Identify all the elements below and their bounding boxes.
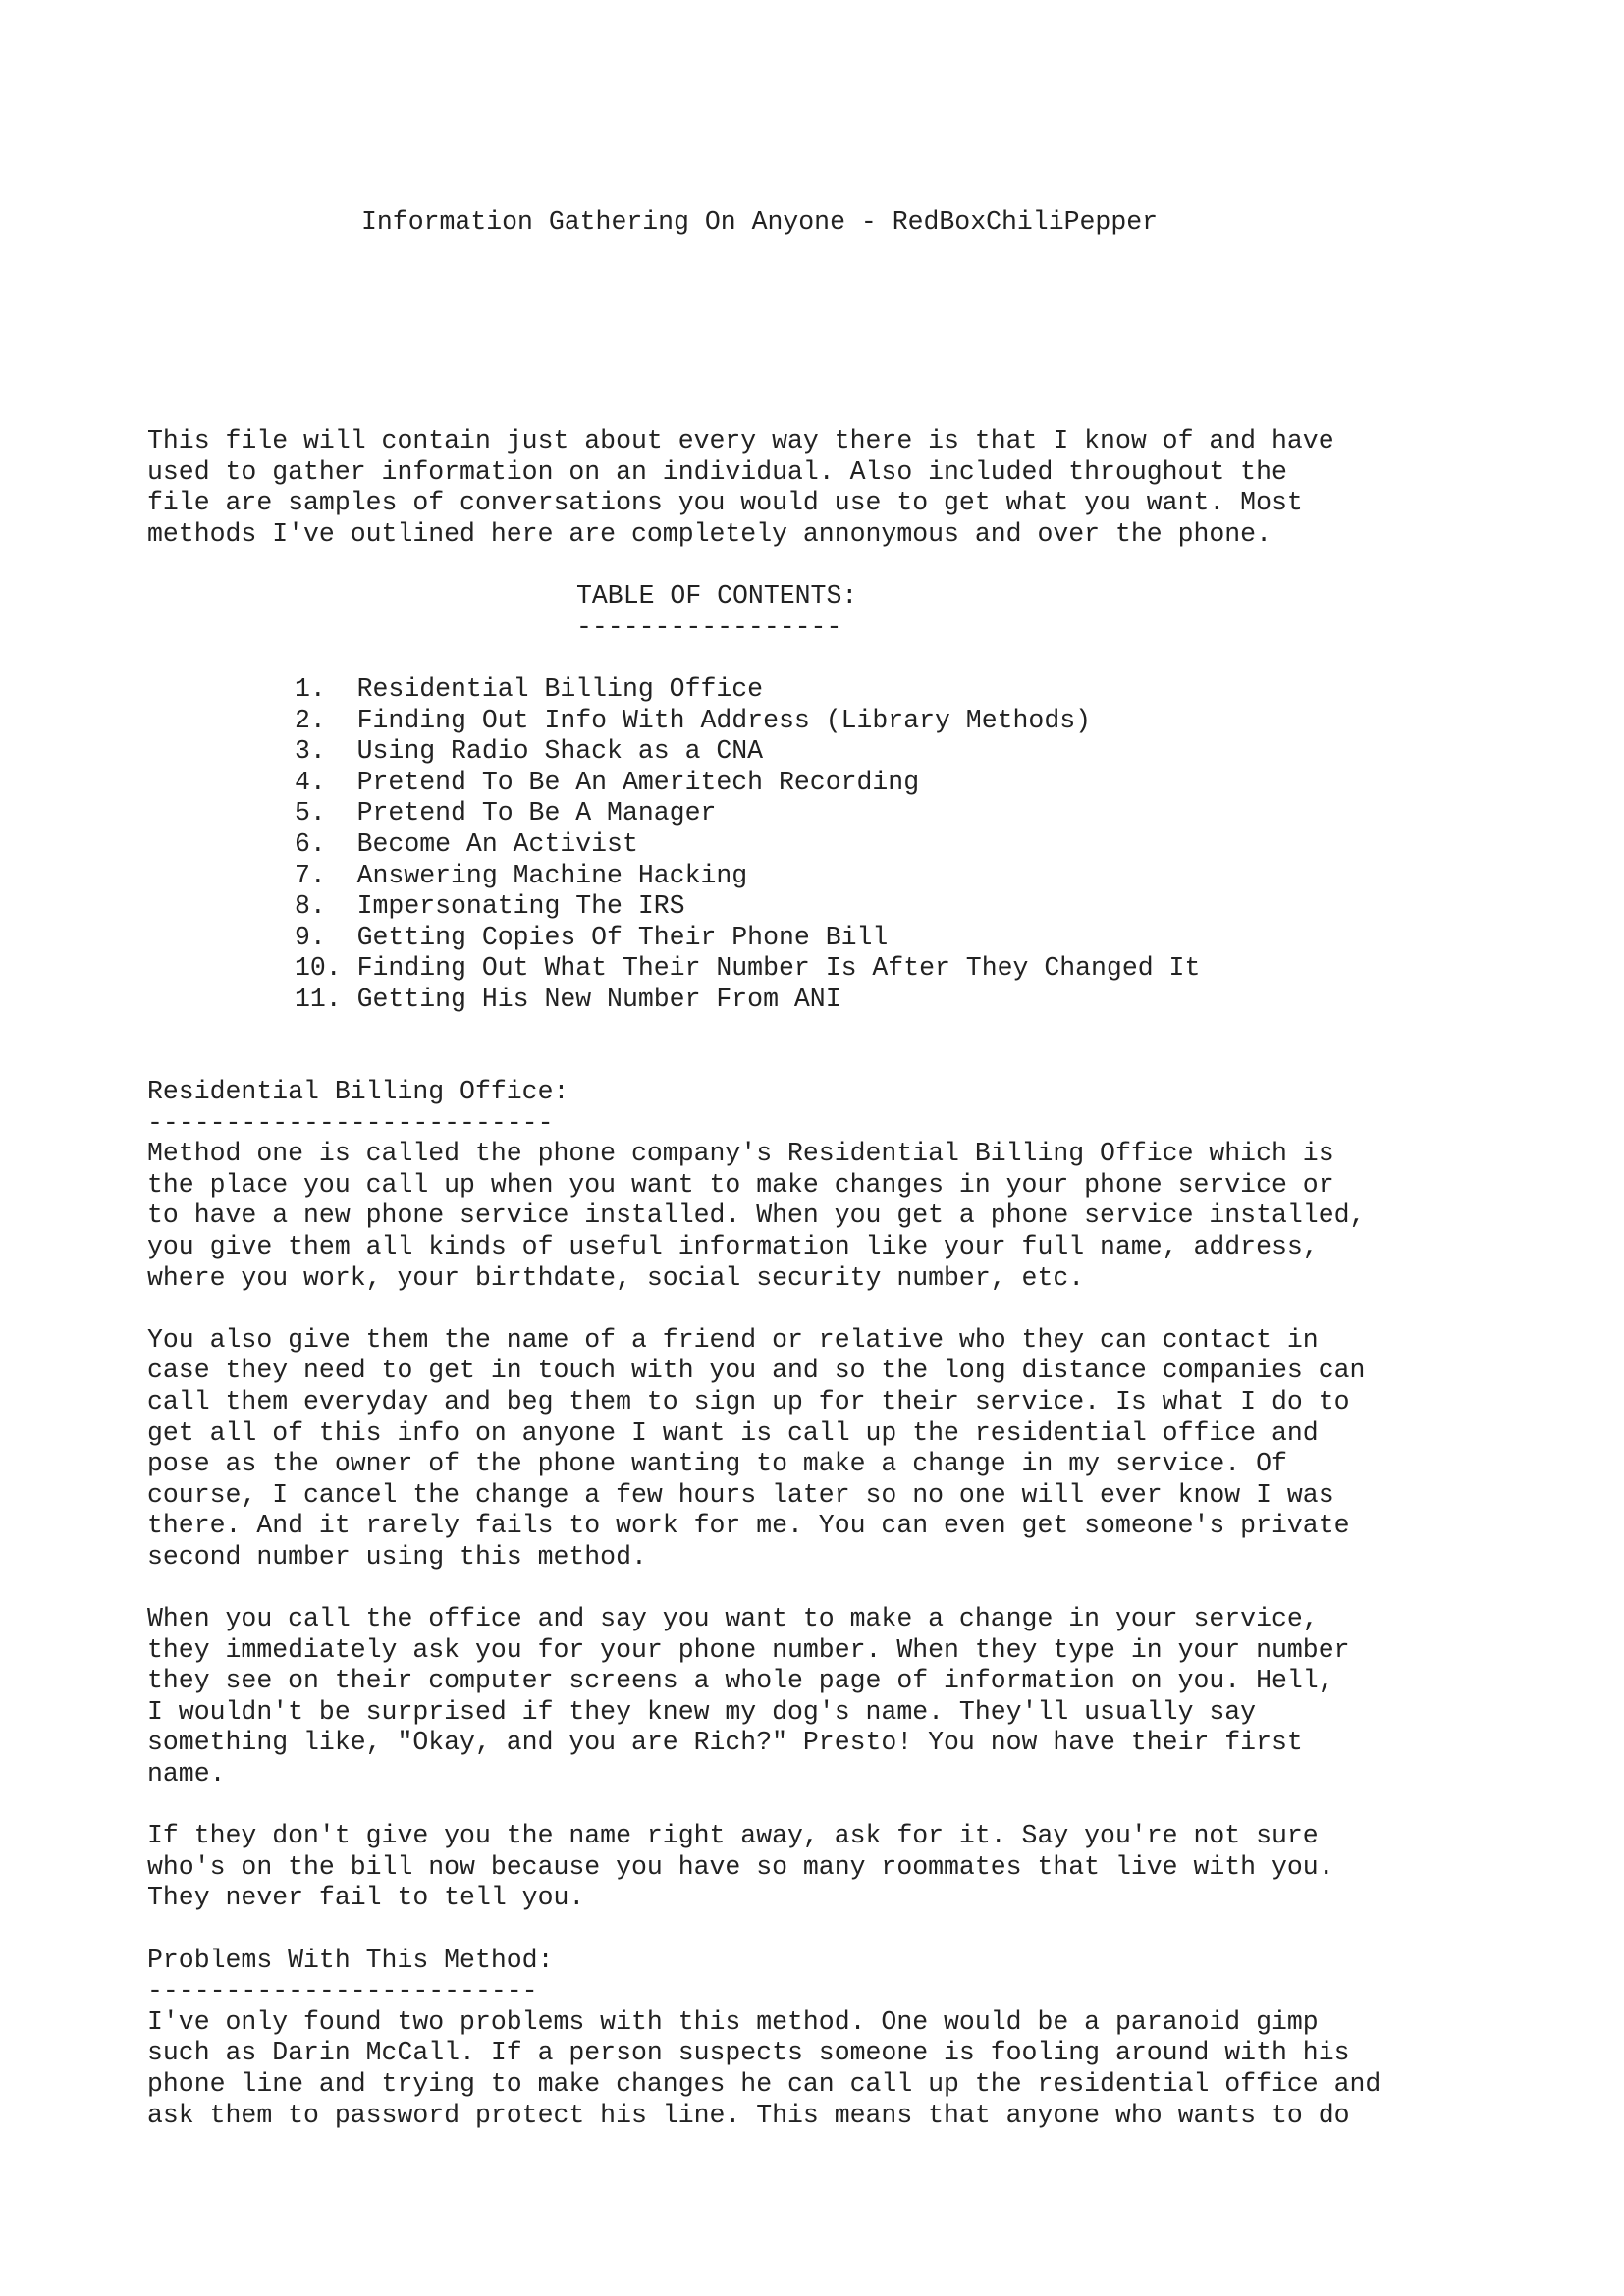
paragraph-line: there. And it rarely fails to work for me. You can even get someone's private bbox=[147, 1511, 1350, 1541]
toc-item: 7. Answering Machine Hacking bbox=[295, 860, 748, 890]
paragraph-line: such as Darin McCall. If a person suspects someone is fooling around with his bbox=[147, 2038, 1350, 2068]
section-residential-billing-office bbox=[147, 1077, 1380, 2131]
paragraph-line: where you work, your birthdate, social security number, etc. bbox=[147, 1262, 1085, 1293]
intro-line: This file will contain just about every way there is that I know of and have bbox=[147, 426, 1334, 455]
subsection-heading: Problems With This Method: bbox=[147, 1945, 554, 1975]
intro-line: methods I've outlined here are completely annonymous and over the phone. bbox=[147, 518, 1272, 549]
paragraph-line: case they need to get in touch with you and so the long distance companies can bbox=[147, 1356, 1366, 1386]
paragraph-line: something like, "Okay, and you are Rich?" Presto! You now have their first bbox=[147, 1728, 1303, 1758]
toc-heading: TABLE OF CONTENTS: bbox=[576, 581, 858, 611]
paragraph-line: who's on the bill now because you have so many roommates that live with you. bbox=[147, 1851, 1334, 1882]
paragraph-line: they immediately ask you for your phone number. When they type in your number bbox=[147, 1634, 1350, 1665]
paragraph-line: If they don't give you the name right away, ask for it. Say you're not sure bbox=[147, 1821, 1319, 1851]
paragraph-line: You also give them the name of a friend or relative who they can contact in bbox=[147, 1324, 1319, 1355]
paragraph-line: get all of this info on anyone I want is call up the residential office and bbox=[147, 1417, 1319, 1448]
paragraph-line: When you call the office and say you want to make a change in your service, bbox=[147, 1604, 1319, 1634]
paragraph-line: Method one is called the phone company's Residential Billing Office which is bbox=[147, 1139, 1334, 1169]
subsection-underline: ------------------------- bbox=[147, 1976, 538, 2006]
paragraph-line: call them everyday and beg them to sign up for their service. Is what I do to bbox=[147, 1386, 1350, 1416]
paragraph-line: they see on their computer screens a whole page of information on you. Hell, bbox=[147, 1666, 1334, 1696]
paragraph-line: I've only found two problems with this method. One would be a paranoid gimp bbox=[147, 2006, 1319, 2037]
paragraph-line: I wouldn't be surprised if they knew my dog's name. They'll usually say bbox=[147, 1696, 1257, 1727]
paragraph-line: phone line and trying to make changes he can call up the residential office and bbox=[147, 2069, 1381, 2099]
toc-item: 11. Getting His New Number From ANI bbox=[295, 984, 841, 1014]
paragraph-line: second number using this method. bbox=[147, 1541, 647, 1572]
paragraph-gap bbox=[147, 1790, 1380, 1822]
paragraph-gap bbox=[147, 1294, 1380, 1325]
section-underline: -------------------------- bbox=[147, 1107, 554, 1138]
paragraph-line: ask them to password protect his line. This means that anyone who wants to do bbox=[147, 2100, 1350, 2130]
toc-item: 10. Finding Out What Their Number Is After They Changed It bbox=[295, 953, 1201, 984]
toc-underline: ----------------- bbox=[576, 612, 842, 642]
intro-paragraph bbox=[147, 426, 1334, 550]
paragraph-line: name. bbox=[147, 1759, 226, 1789]
toc-item: 9. Getting Copies Of Their Phone Bill bbox=[295, 922, 889, 952]
paragraph-line: pose as the owner of the phone wanting to make a change in my service. Of bbox=[147, 1449, 1287, 1479]
table-of-contents-header bbox=[147, 581, 857, 643]
toc-item: 2. Finding Out Info With Address (Library Methods) bbox=[295, 705, 1092, 735]
paragraph-line: course, I cancel the change a few hours later so no one will ever know I was bbox=[147, 1479, 1334, 1510]
intro-line: used to gather information on an individual. Also included throughout the bbox=[147, 456, 1287, 487]
section-heading: Residential Billing Office: bbox=[147, 1077, 569, 1106]
paragraph-line: to have a new phone service installed. When you get a phone service installed, bbox=[147, 1201, 1366, 1231]
toc-item: 1. Residential Billing Office bbox=[295, 674, 764, 704]
toc-item: 4. Pretend To Be An Ameritech Recording bbox=[295, 767, 920, 797]
toc-item: 8. Impersonating The IRS bbox=[295, 891, 685, 922]
document-title: Information Gathering On Anyone - RedBoxChiliPepper bbox=[361, 207, 1159, 237]
paragraph-line: They never fail to tell you. bbox=[147, 1883, 585, 1913]
paragraph-gap bbox=[147, 1914, 1380, 1946]
paragraph-gap bbox=[147, 1574, 1380, 1605]
toc-item: 6. Become An Activist bbox=[295, 828, 638, 859]
table-of-contents-list bbox=[147, 674, 1200, 1016]
toc-item: 3. Using Radio Shack as a CNA bbox=[295, 736, 764, 767]
paragraph-line: you give them all kinds of useful information like your full name, address, bbox=[147, 1231, 1319, 1261]
intro-line: file are samples of conversations you would use to get what you want. Most bbox=[147, 488, 1303, 518]
paragraph-line: the place you call up when you want to make changes in your phone service or bbox=[147, 1169, 1334, 1200]
toc-item: 5. Pretend To Be A Manager bbox=[295, 798, 717, 828]
